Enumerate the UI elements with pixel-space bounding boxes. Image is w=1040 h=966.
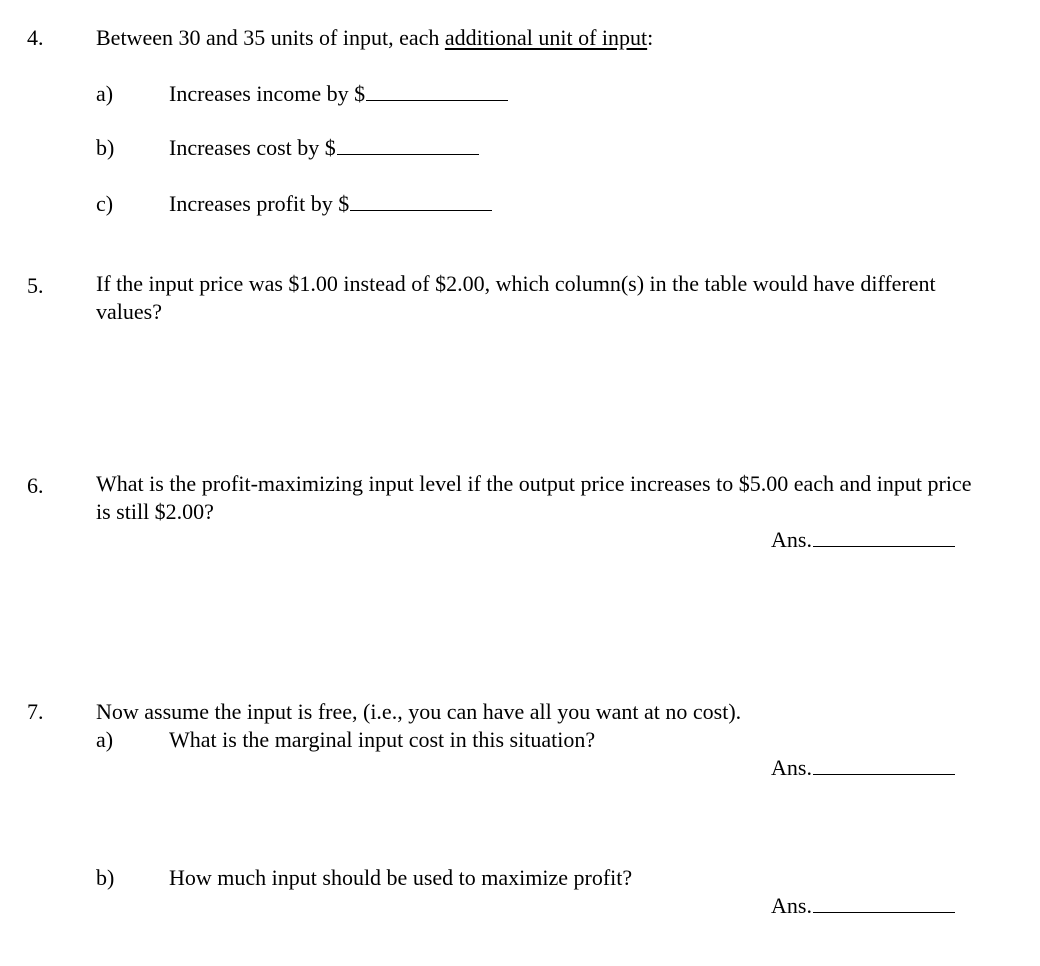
question-4c-letter: c) [96,191,114,216]
question-4c-answer-blank[interactable] [350,209,492,211]
question-7b-text: How much input should be used to maximize profit? [169,865,633,890]
question-4-text [96,25,653,51]
question-4c-prompt [169,191,492,217]
question-6-answer-blank[interactable] [813,545,955,547]
question-7a-answer-blank[interactable] [813,773,955,775]
question-4b-prompt [169,135,479,161]
question-7b-letter: b) [96,865,115,890]
question-5-text: If the input price was $1.00 instead of $2.00, which column(s) in the table would have different values? [96,271,936,324]
question-5-number: 5. [27,273,44,298]
question-7b-answer-label: Ans. [771,893,812,918]
question-6-text: What is the profit-maximizing input level if the output price increases to $5.00 each and input price is still $2.00? [96,471,972,524]
question-7a-answer-label: Ans. [771,755,812,780]
question-4-underlined-phrase: additional unit of input [444,25,648,50]
question-6-answer [771,527,955,553]
question-4a-answer-blank[interactable] [366,99,508,101]
question-4a-prompt [169,81,508,107]
question-4b-answer-blank[interactable] [337,153,479,155]
question-7a-text: What is the marginal input cost in this situation? [169,727,596,752]
question-7b-answer [771,893,955,919]
question-4a-letter: a) [96,81,114,106]
question-4b-letter: b) [96,135,115,160]
question-6-answer-label: Ans. [771,527,812,552]
question-7-number: 7. [27,699,44,724]
question-7-text: Now assume the input is free, (i.e., you can have all you want at no cost). [96,699,742,724]
question-4a-text: Increases income by $ [169,81,366,106]
question-4-number: 4. [27,25,44,50]
question-4b-text: Increases cost by $ [169,135,336,160]
question-4-prefix: Between 30 and 35 units of input, each [96,25,445,50]
question-7a-answer [771,755,955,781]
question-4-suffix: : [647,25,654,50]
question-6-number: 6. [27,473,44,498]
question-4c-text: Increases profit by $ [169,191,350,216]
question-7a-letter: a) [96,727,114,752]
question-7b-answer-blank[interactable] [813,911,955,913]
